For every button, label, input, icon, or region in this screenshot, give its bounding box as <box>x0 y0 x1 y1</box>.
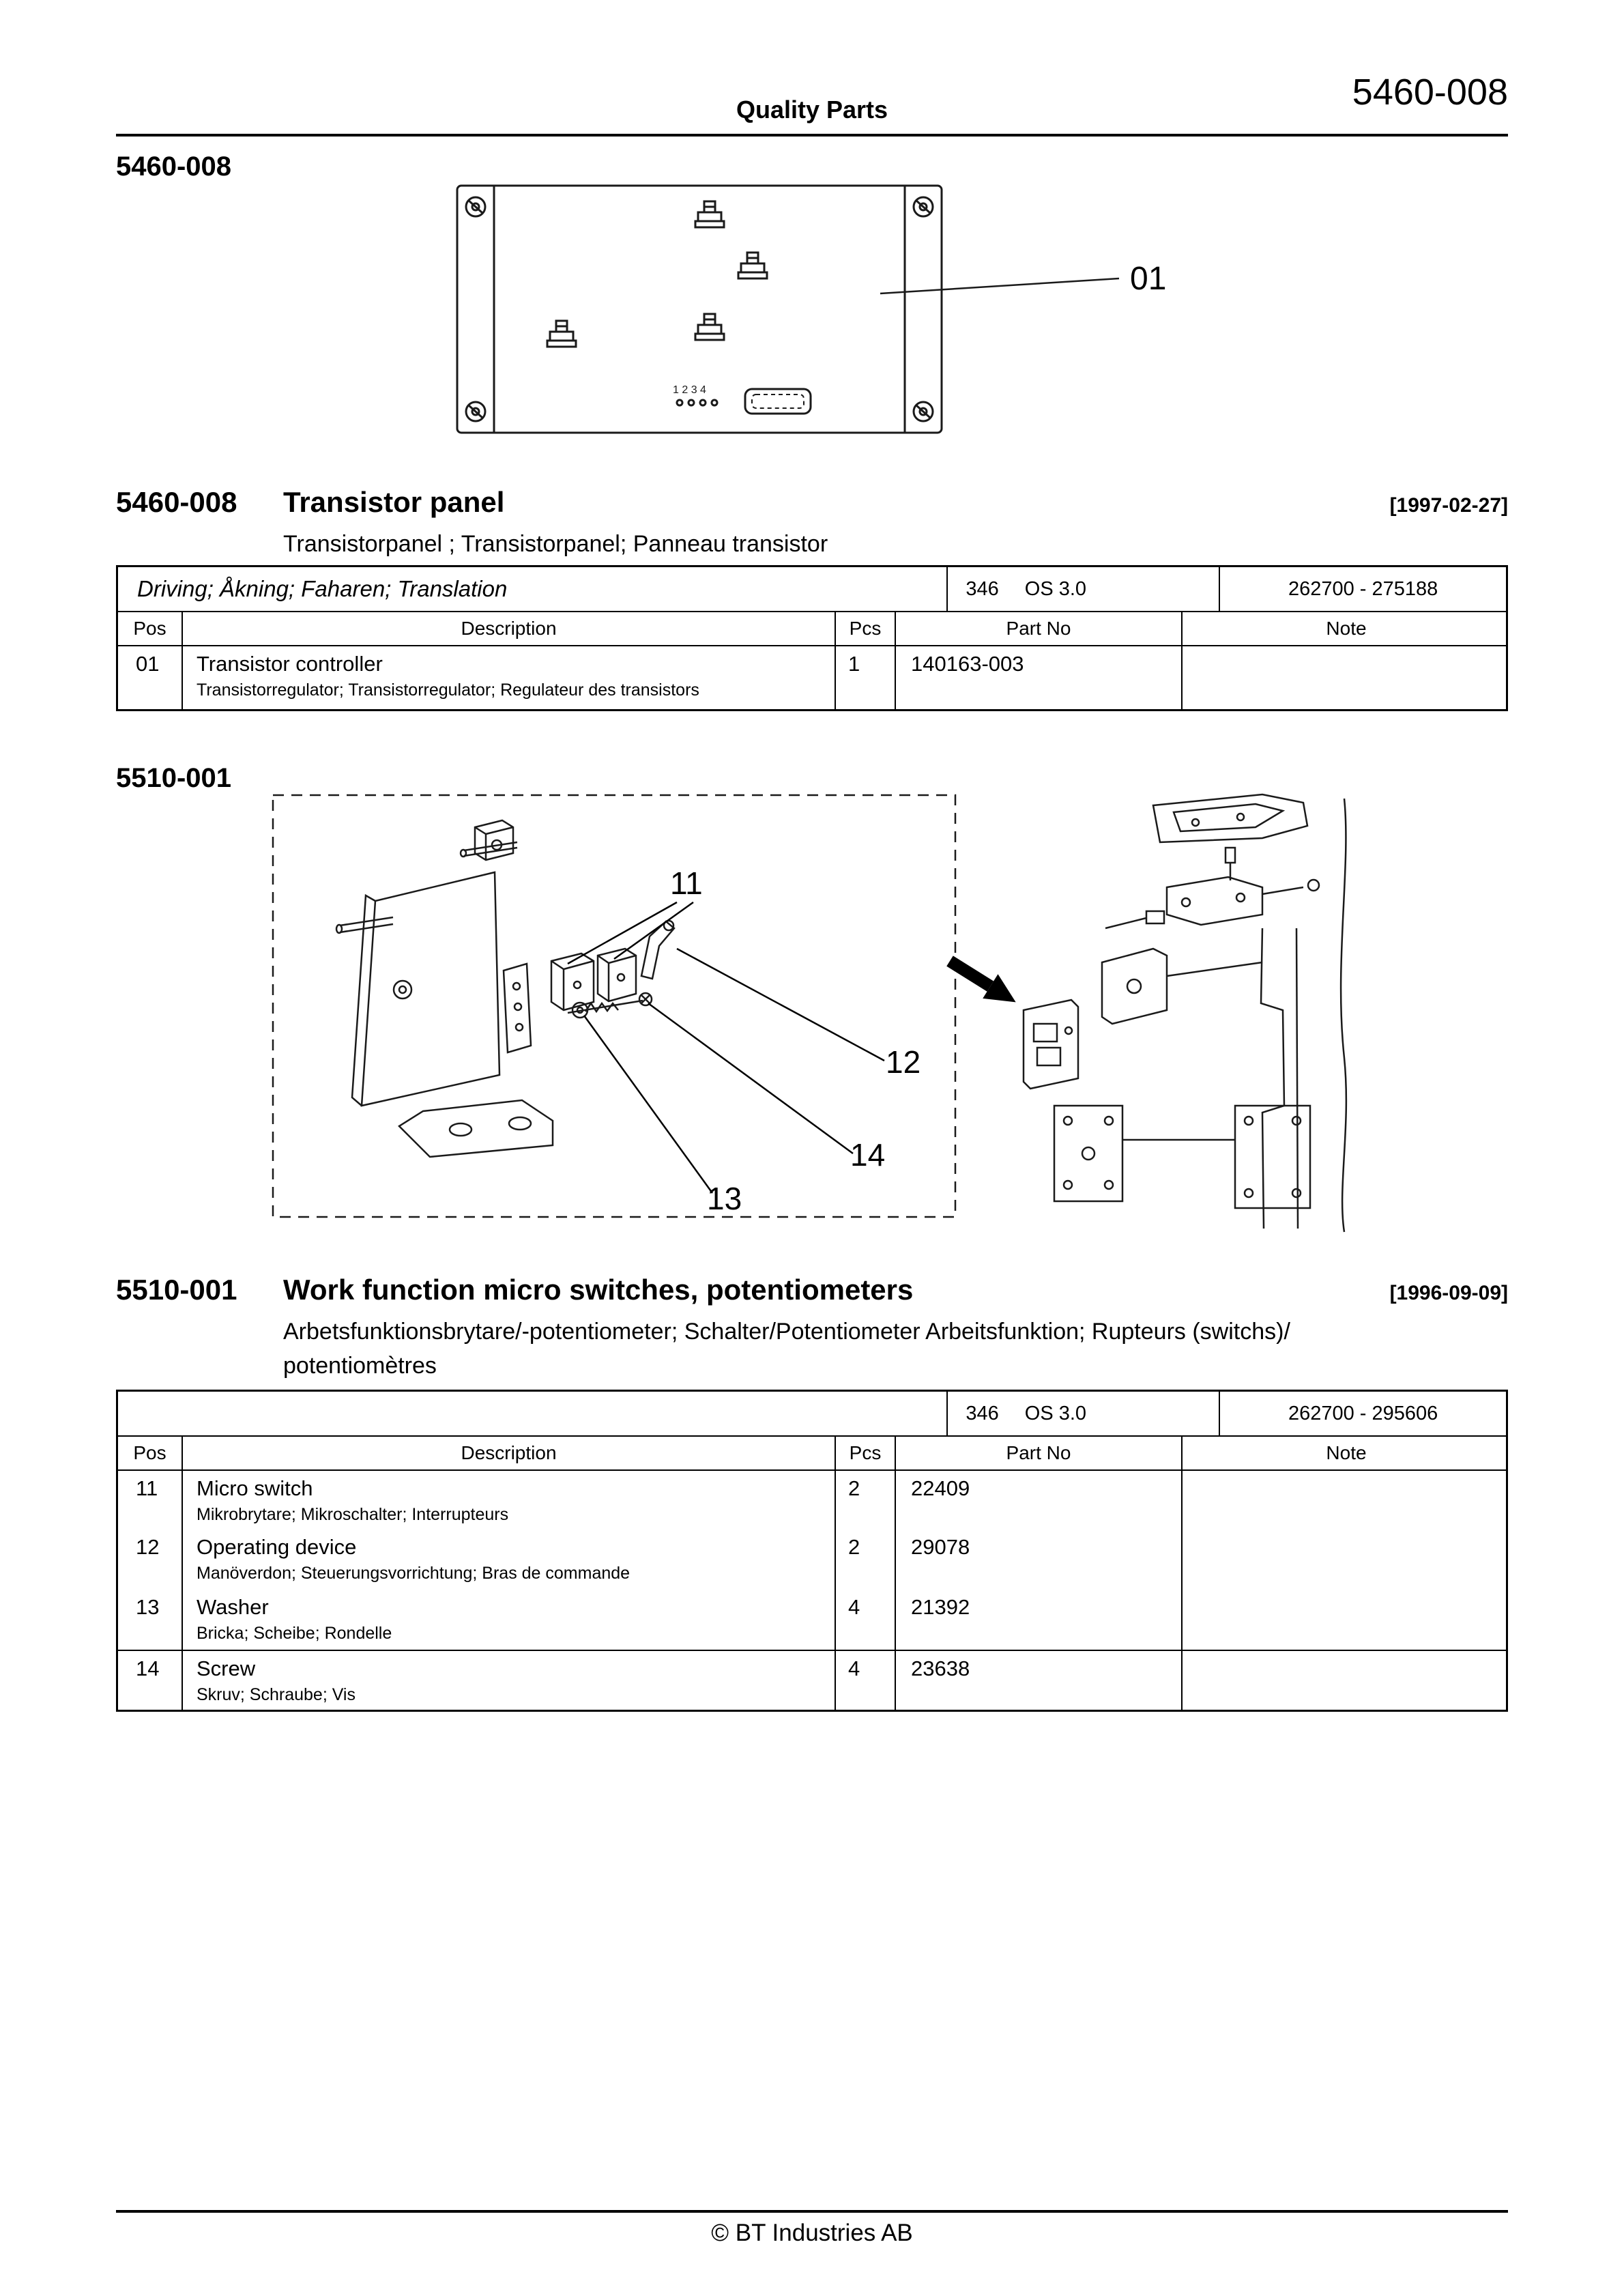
footer-rule <box>116 2210 1508 2213</box>
row-pos: 11 <box>118 1471 183 1530</box>
section2-subtitle-line1: Arbetsfunktionsbrytare/-potentiometer; Schalter/Potentiometer Arbeitsfunktion; Rupteurs (switchs)/ <box>283 1319 1290 1345</box>
table1-serial-range: 262700 - 275188 <box>1288 577 1438 600</box>
section1-heading-title: Transistor panel <box>283 486 505 518</box>
row-pcs: 2 <box>836 1471 896 1530</box>
table1-os: OS 3.0 <box>1024 577 1087 600</box>
row-note <box>1183 1590 1510 1650</box>
row-pcs: 4 <box>836 1651 896 1710</box>
figure-callout-12: 12 <box>886 1044 921 1080</box>
table-row <box>118 1590 1506 1650</box>
table2-group-header <box>118 1392 1506 1435</box>
section2-heading-code: 5510-001 <box>116 1274 237 1306</box>
figure-callout-01: 01 <box>1130 261 1167 297</box>
callout-leaders <box>568 902 884 1193</box>
table2-group-title <box>118 1392 948 1435</box>
row-pos: 12 <box>118 1530 183 1590</box>
row-description-sub: Manöverdon; Steuerungsvorrichtung; Bras de commande <box>197 1564 630 1583</box>
section2-heading <box>116 1274 1508 1306</box>
col-pos: Pos <box>118 1437 183 1469</box>
col-part-no: Part No <box>896 1437 1183 1469</box>
row-description: Micro switch <box>197 1476 313 1500</box>
table1-column-header <box>118 611 1506 645</box>
row-description-sub: Mikrobrytare; Mikroschalter; Interrupteurs <box>197 1505 509 1524</box>
section1-subtitle: Transistorpanel ; Transistorpanel; Panneau transistor <box>283 531 828 557</box>
figure-callout-14: 14 <box>850 1137 886 1173</box>
terminal-numbers-label: 1 2 3 4 <box>673 384 706 396</box>
row-part-no: 29078 <box>896 1530 1183 1590</box>
row-description: Screw <box>197 1656 256 1680</box>
col-part-no: Part No <box>896 612 1183 645</box>
header-rule <box>116 134 1508 137</box>
table1-group-title: Driving; Åkning; Faharen; Translation <box>118 567 948 611</box>
section1-heading-date: [1997-02-27] <box>1389 494 1508 517</box>
row-part-no: 22409 <box>896 1471 1183 1530</box>
section1-heading-code: 5460-008 <box>116 486 237 518</box>
figure-exploded-view <box>336 820 674 1157</box>
page-header-title: Quality Parts <box>736 96 888 124</box>
row-pos: 14 <box>118 1651 183 1710</box>
section1-label: 5460-008 <box>116 152 232 182</box>
table-row <box>118 1530 1506 1590</box>
row-part-no: 21392 <box>896 1590 1183 1650</box>
col-pos: Pos <box>118 612 183 645</box>
table2-serial-range: 262700 - 295606 <box>1288 1402 1438 1424</box>
figure-truck-assembly <box>1024 794 1346 1232</box>
section1-heading <box>116 486 1508 519</box>
direction-arrow-icon <box>942 949 1024 1014</box>
section2-heading-title: Work function micro switches, potentiometers <box>283 1274 914 1306</box>
figure-callout-13: 13 <box>707 1181 742 1216</box>
section2-subtitle-line2: potentiomètres <box>283 1353 437 1379</box>
row-part-no: 23638 <box>896 1651 1183 1710</box>
col-description: Description <box>183 1437 836 1469</box>
row-part-no: 140163-003 <box>896 646 1183 709</box>
connector-icon <box>745 389 811 414</box>
section2-label: 5510-001 <box>116 763 232 793</box>
row-pos: 13 <box>118 1590 183 1650</box>
row-note <box>1183 646 1510 709</box>
row-description: Washer <box>197 1595 269 1619</box>
section1-parts-table <box>116 565 1508 711</box>
table2-column-header <box>118 1435 1506 1469</box>
col-description: Description <box>183 612 836 645</box>
row-pos: 01 <box>118 646 183 709</box>
section2-heading-date: [1996-09-09] <box>1389 1282 1508 1304</box>
row-description: Operating device <box>197 1535 357 1559</box>
col-note: Note <box>1326 618 1367 639</box>
row-pcs: 1 <box>836 646 896 709</box>
section2-subtitle <box>283 1315 1443 1383</box>
table1-group-header <box>118 567 1506 611</box>
col-pcs: Pcs <box>836 612 896 645</box>
terminal-block-icon <box>677 400 717 405</box>
page-header-doc-number: 5460-008 <box>1352 72 1508 113</box>
row-pcs: 4 <box>836 1590 896 1650</box>
terminal-stud-icon <box>547 201 767 347</box>
callout-leader-01 <box>880 278 1119 293</box>
row-description-sub: Transistorregulator; Transistorregulator; Regulateur des transistors <box>197 680 699 700</box>
row-description-sub: Skruv; Schraube; Vis <box>197 1685 356 1704</box>
row-note <box>1183 1530 1510 1590</box>
table-row <box>118 645 1506 709</box>
row-description: Transistor controller <box>197 652 383 676</box>
col-pcs: Pcs <box>836 1437 896 1469</box>
footer-copyright: © BT Industries AB <box>711 2220 913 2246</box>
table2-os: OS 3.0 <box>1024 1402 1087 1424</box>
figure-callout-11: 11 <box>670 865 703 901</box>
row-description-sub: Bricka; Scheibe; Rondelle <box>197 1624 392 1643</box>
table-row <box>118 1650 1506 1710</box>
row-note <box>1183 1471 1510 1530</box>
col-note: Note <box>1326 1442 1367 1463</box>
row-pcs: 2 <box>836 1530 896 1590</box>
table1-model: 346 <box>966 577 999 600</box>
figure-transistor-panel <box>437 176 1201 449</box>
table2-model: 346 <box>966 1402 999 1424</box>
table-row <box>118 1469 1506 1530</box>
figure-micro-switches-exploded <box>259 785 1406 1242</box>
section2-parts-table <box>116 1390 1508 1712</box>
row-note <box>1183 1651 1510 1710</box>
